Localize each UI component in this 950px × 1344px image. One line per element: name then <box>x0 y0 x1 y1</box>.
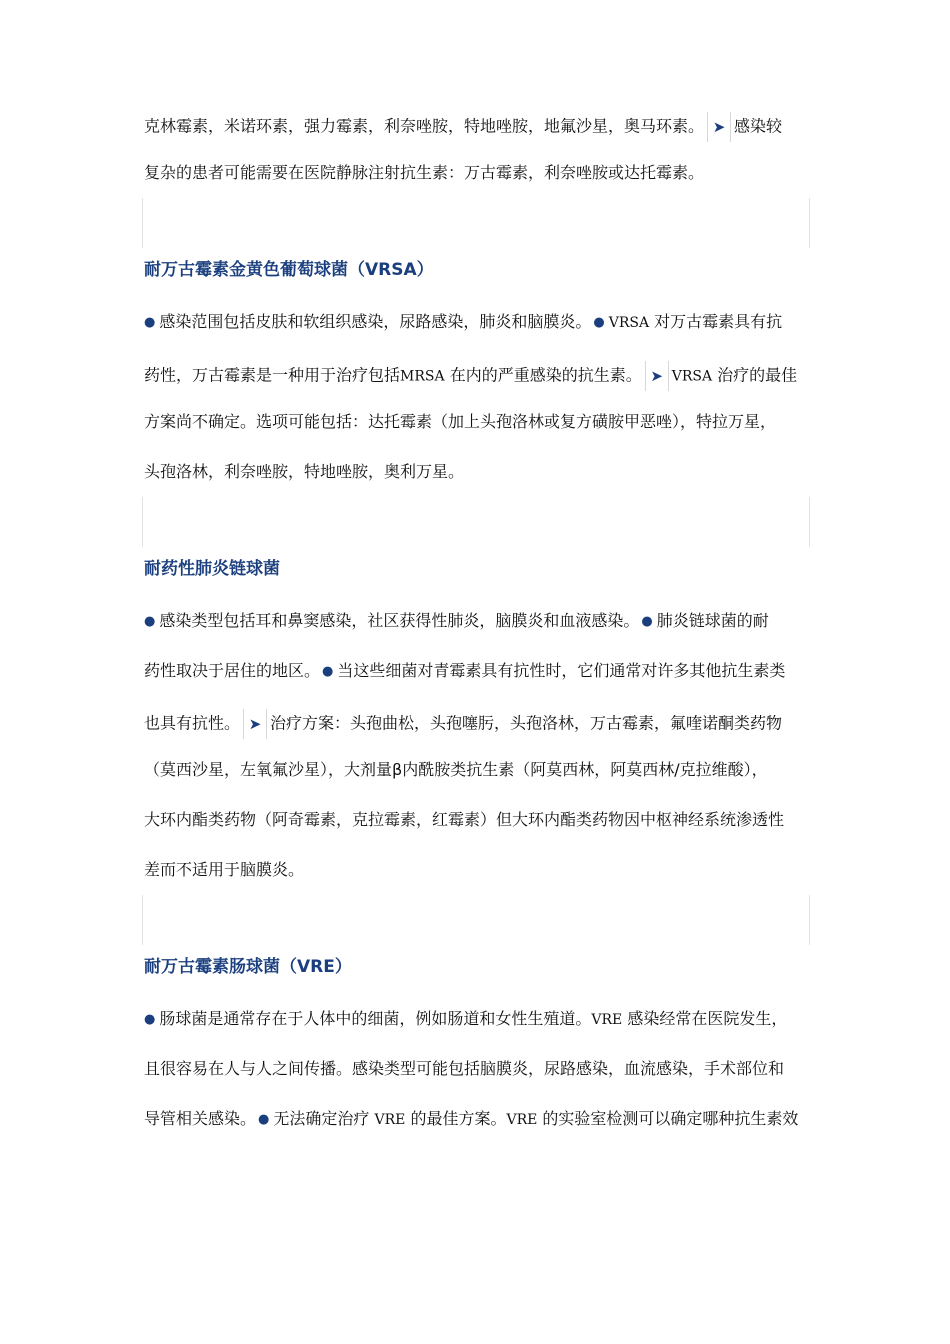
text-run: 当这些细菌对青霉素具有抗性时，它们通常对许多其他抗生素类 <box>337 661 786 680</box>
paragraph-line <box>144 112 782 142</box>
text-run: 无法确定治疗 <box>273 1109 370 1128</box>
text-run: 肺炎链球菌的耐 <box>656 611 769 630</box>
paragraph-line <box>144 361 797 391</box>
text-run: 在内的严重感染的抗生素。 <box>449 365 642 385</box>
paragraph-line <box>144 660 785 683</box>
text-run: 药性取决于居住的地区。 <box>144 661 321 680</box>
text-run: 也具有抗性。 <box>144 713 241 733</box>
code-term: VRE <box>591 1012 623 1028</box>
text-run: 肠球菌是通常存在于人体中的细菌，例如肠道和女性生殖道。 <box>159 1009 592 1028</box>
text-run: 感染较 <box>734 116 783 136</box>
text-run: 感染范围包括皮肤和软组织感染，尿路感染，肺炎和脑膜炎。 <box>159 312 592 331</box>
code-term: VRE <box>374 1112 406 1128</box>
paragraph-line <box>144 311 782 334</box>
text-run: 对万古霉素具有抗 <box>654 312 783 331</box>
paragraph-line: 差而不适用于脑膜炎。 <box>144 860 305 879</box>
text-run: 感染经常在医院发生， <box>627 1009 788 1028</box>
spacer-box <box>142 497 810 547</box>
bullet-icon: ● <box>593 315 605 330</box>
arrow-icon: ➤ <box>707 112 731 142</box>
paragraph-line: （莫西沙星，左氧氟沙星），大剂量β内酰胺类抗生素（阿莫西林，阿莫西林/克拉维酸）， <box>144 760 768 779</box>
code-term: VRSA <box>671 368 713 385</box>
bullet-icon: ● <box>258 1112 270 1127</box>
code-term: VRE <box>506 1112 538 1128</box>
arrow-icon: ➤ <box>243 709 267 739</box>
text-run: 治疗的最佳 <box>717 365 798 385</box>
code-term: MRSA <box>400 368 445 385</box>
paragraph-line <box>144 1008 787 1031</box>
bullet-icon: ● <box>144 315 156 330</box>
paragraph-line <box>144 610 769 633</box>
paragraph-line: 且很容易在人与人之间传播。感染类型可能包括脑膜炎，尿路感染，血流感染，手术部位和 <box>144 1059 785 1078</box>
text-run: 的最佳方案。 <box>410 1109 507 1128</box>
paragraph-line <box>144 709 782 739</box>
text-run: 克林霉素，米诺环素，强力霉素，利奈唑胺，特地唑胺，地氟沙星，奥马环素。 <box>144 116 705 136</box>
arrow-icon: ➤ <box>645 361 669 391</box>
section-heading-vrsa: 耐万古霉素金黄色葡萄球菌（VRSA） <box>144 260 434 280</box>
bullet-icon: ● <box>144 1012 156 1027</box>
text-run: 导管相关感染。 <box>144 1109 257 1128</box>
section-heading-pneumococcus: 耐药性肺炎链球菌 <box>144 559 280 579</box>
bullet-icon: ● <box>641 614 653 629</box>
paragraph-line: 大环内酯类药物（阿奇霉素，克拉霉素，红霉素）但大环内酯类药物因中枢神经系统渗透性 <box>144 810 785 829</box>
code-term: VRSA <box>608 315 650 331</box>
text-run: 的实验室检测可以确定哪种抗生素效 <box>542 1109 799 1128</box>
text-run: 感染类型包括耳和鼻窦感染，社区获得性肺炎，脑膜炎和血液感染。 <box>159 611 640 630</box>
spacer-box <box>142 895 810 945</box>
paragraph-line: 方案尚不确定。选项可能包括：达托霉素（加上头孢洛林或复方磺胺甲恶唑），特拉万星， <box>144 412 777 431</box>
paragraph-line: 头孢洛林，利奈唑胺，特地唑胺，奥利万星。 <box>144 462 465 481</box>
text-run: 药性，万古霉素是一种用于治疗包括 <box>144 365 401 385</box>
text-run: 治疗方案：头孢曲松，头孢噻肟，头孢洛林，万古霉素，氟喹诺酮类药物 <box>270 713 783 733</box>
paragraph-line: 复杂的患者可能需要在医院静脉注射抗生素：万古霉素，利奈唑胺或达托霉素。 <box>144 163 705 182</box>
paragraph-line <box>144 1108 798 1131</box>
bullet-icon: ● <box>322 664 334 679</box>
bullet-icon: ● <box>144 614 156 629</box>
spacer-box <box>142 198 810 248</box>
section-heading-vre: 耐万古霉素肠球菌（VRE） <box>144 957 352 977</box>
